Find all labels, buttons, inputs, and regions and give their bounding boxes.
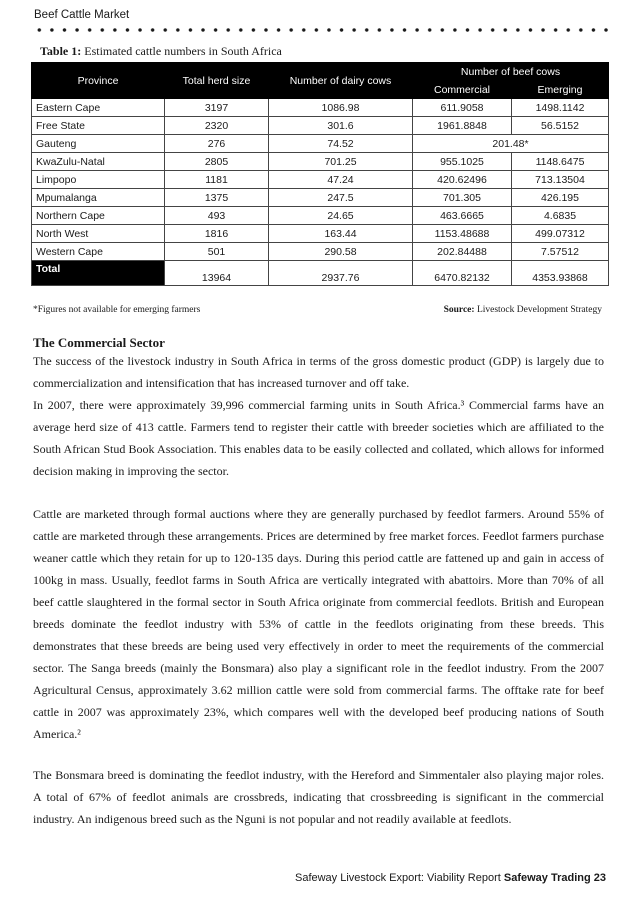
cell-dairy: 701.25 — [269, 153, 413, 171]
table-row — [32, 243, 609, 261]
cell-dairy: 163.44 — [269, 225, 413, 243]
cattle-table — [31, 62, 609, 286]
cell-emerging: 7.57512 — [512, 243, 609, 261]
cell-province: Northern Cape — [32, 207, 165, 225]
cell-province: Free State — [32, 117, 165, 135]
cell-total-emerging: 4353.93868 — [512, 261, 609, 286]
running-header: Beef Cattle Market — [34, 9, 130, 21]
cell-dairy: 24.65 — [269, 207, 413, 225]
table-row — [32, 225, 609, 243]
table-total-row — [32, 261, 609, 286]
cell-commercial: 202.84488 — [413, 243, 512, 261]
cell-commercial: 701.305 — [413, 189, 512, 207]
paragraph-1: The success of the livestock industry in South Africa in terms of the gross domestic product (GDP) is largely due to commercialization and intensification that has increased turnover and off take. — [33, 354, 604, 390]
cell-province: Gauteng — [32, 135, 165, 153]
cell-herd: 1181 — [165, 171, 269, 189]
cell-total-label: Total — [32, 261, 165, 286]
table-source — [444, 305, 602, 315]
cell-commercial: 611.9058 — [413, 99, 512, 117]
table-row — [32, 153, 609, 171]
cell-commercial: 955.1025 — [413, 153, 512, 171]
cell-province: KwaZulu-Natal — [32, 153, 165, 171]
cell-dairy: 247.5 — [269, 189, 413, 207]
cell-dairy: 301.6 — [269, 117, 413, 135]
cell-commercial: 1961.8848 — [413, 117, 512, 135]
cell-dairy: 290.58 — [269, 243, 413, 261]
cell-emerging: 426.195 — [512, 189, 609, 207]
cell-emerging: 56.5152 — [512, 117, 609, 135]
cell-province: Mpumalanga — [32, 189, 165, 207]
paragraph-4: The Bonsmara breed is dominating the feedlot industry, with the Hereford and Simmentaler also playing major roles. A total of 67% of feedlot animals are crossbreds, indicating that crossbreeding is significant in the commercial industry. An indigenous breed such as the Nguni is not popular and not readily available at feedlots. — [33, 768, 604, 826]
cell-herd: 1375 — [165, 189, 269, 207]
cell-herd: 3197 — [165, 99, 269, 117]
section-title: The Commercial Sector — [33, 335, 165, 350]
col-header-emerging: Emerging — [512, 81, 609, 99]
cell-herd: 2320 — [165, 117, 269, 135]
cell-herd: 2805 — [165, 153, 269, 171]
cell-emerging: 4.6835 — [512, 207, 609, 225]
col-header-herd: Total herd size — [165, 63, 269, 99]
source-text: Livestock Development Strategy — [474, 305, 602, 315]
cell-province: Limpopo — [32, 171, 165, 189]
paragraph-2: In 2007, there were approximately 39,996 commercial farming units in South Africa.³ Commercial farms have an average herd size of 413 cattle. Farmers tend to register their cattle with breeder societies which are affiliated to the South African Stud Book Association. This enables data to be easily collected and collated, which allows for informed decision making in improving the sector. — [33, 398, 604, 478]
cell-commercial: 463.6665 — [413, 207, 512, 225]
cell-herd: 1816 — [165, 225, 269, 243]
col-header-commercial: Commercial — [413, 81, 512, 99]
dotted-rule — [33, 26, 613, 34]
table-row — [32, 99, 609, 117]
cell-province: Eastern Cape — [32, 99, 165, 117]
cell-emerging: 1148.6475 — [512, 153, 609, 171]
table-row — [32, 207, 609, 225]
table-caption — [40, 44, 282, 59]
cell-commercial: 420.62496 — [413, 171, 512, 189]
cell-beef-combined: 201.48* — [413, 135, 609, 153]
cell-emerging: 1498.1142 — [512, 99, 609, 117]
source-label: Source: — [443, 305, 475, 315]
table-caption-label: Table 1: — [40, 44, 82, 58]
cell-total-commercial: 6470.82132 — [413, 261, 512, 286]
cell-commercial: 1153.48688 — [413, 225, 512, 243]
table-row — [32, 135, 609, 153]
table-caption-text: Estimated cattle numbers in South Africa — [81, 44, 282, 58]
table-footnote: *Figures not available for emerging farmers — [33, 305, 201, 315]
cell-province: North West — [32, 225, 165, 243]
cell-emerging: 499.07312 — [512, 225, 609, 243]
cell-dairy: 74.52 — [269, 135, 413, 153]
table-row — [32, 189, 609, 207]
col-header-beef: Number of beef cows — [413, 63, 609, 81]
table-row — [32, 117, 609, 135]
col-header-dairy: Number of dairy cows — [269, 63, 413, 99]
cell-herd: 493 — [165, 207, 269, 225]
footer-report-title: Safeway Livestock Export: Viability Report — [294, 872, 504, 884]
footer-company-page: Safeway Trading 23 — [503, 872, 606, 884]
cell-province: Western Cape — [32, 243, 165, 261]
col-header-province: Province — [32, 63, 165, 99]
cell-dairy: 1086.98 — [269, 99, 413, 117]
cell-total-dairy: 2937.76 — [269, 261, 413, 286]
cell-herd: 501 — [165, 243, 269, 261]
page-footer — [295, 872, 606, 884]
cell-dairy: 47.24 — [269, 171, 413, 189]
paragraph-3: Cattle are marketed through formal auctions where they are generally purchased by feedlot farmers. Around 55% of cattle are marketed through these arrangements. Prices are determined by free market forces. Feedlot farmers purchase weaner cattle which they retain for up to 120-135 days. During this period cattle are fattened up and gain in access of 100kg in mass. Usually, feedlot farms in South Africa are vertically integrated with abattoirs. More than 70% of all beef cattle slaughtered in the formal sector in South Africa originate from commercial feedlots. British and European breeds dominate the feedlot industry with 53% of cattle in the feedlots originating from these breeds. This demonstrates that these breeds are being used very effectively in order to meet the requirements of the commercial sector. The Sanga breeds (mainly the Bonsmara) also play a significant role in the feedlot industry. From the 2007 Agricultural Census, approximately 3.62 million cattle were sold from commercial farms. The offtake rate for beef cattle in 2007 was approximately 23%, which compares well with the developed beef producing nations of South America.² — [33, 507, 604, 741]
cell-herd: 276 — [165, 135, 269, 153]
table-row — [32, 171, 609, 189]
cell-emerging: 713.13504 — [512, 171, 609, 189]
cell-total-herd: 13964 — [165, 261, 269, 286]
